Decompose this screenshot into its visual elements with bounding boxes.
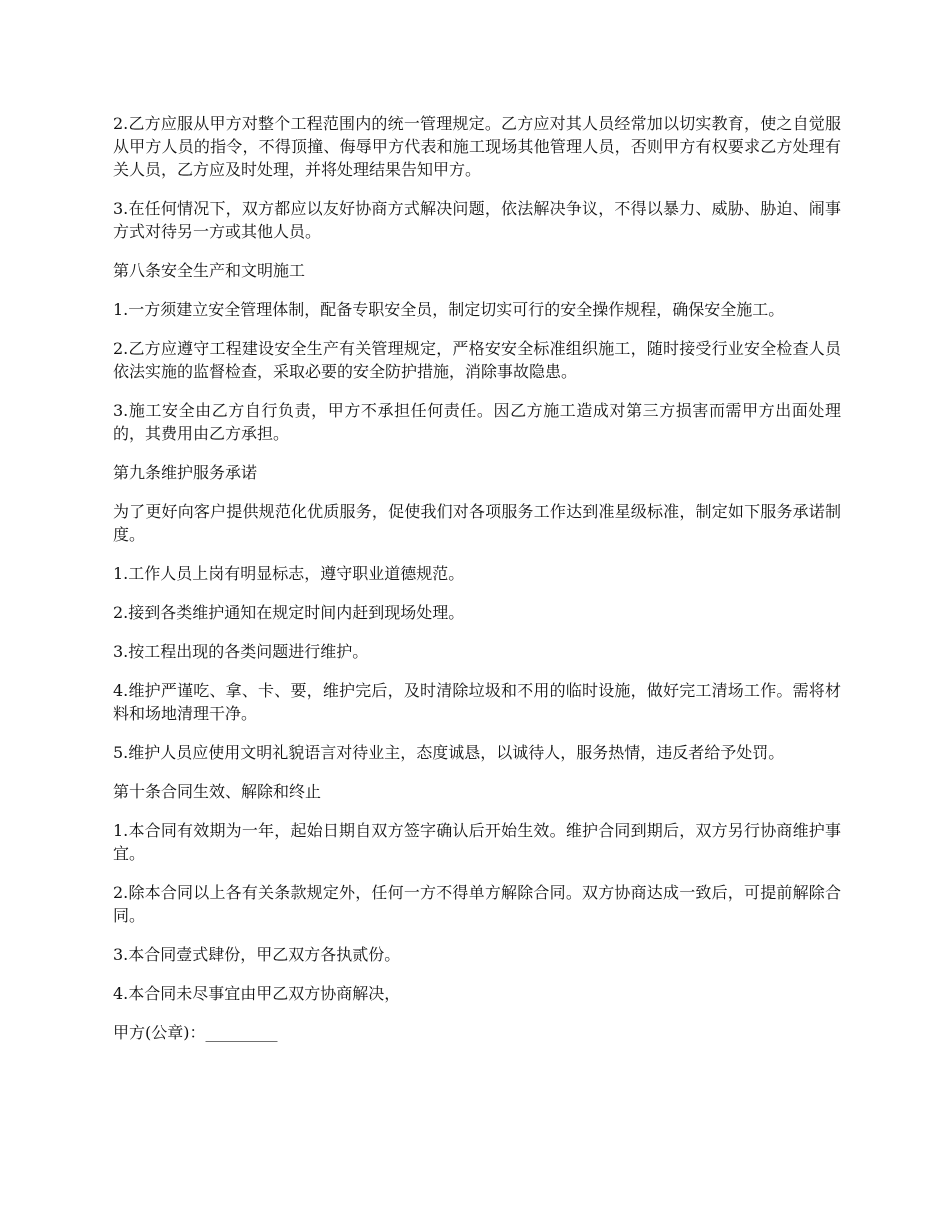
clause-paragraph: 4.维护严谨吃、拿、卡、要，维护完后，及时清除垃圾和不用的临时设施，做好完工清场工作。需将材料和场地清理干净。 (113, 681, 841, 723)
clause-paragraph: 1.本合同有效期为一年，起始日期自双方签字确认后开始生效。维护合同到期后，双方另行协商维护事宜。 (113, 821, 841, 863)
clause-paragraph: 5.维护人员应使用文明礼貌语言对待业主，态度诚恳，以诚待人，服务热情，违反者给予处罚。 (113, 743, 785, 762)
section-heading: 第十条合同生效、解除和终止 (113, 782, 322, 801)
clause-paragraph: 3.按工程出现的各类问题进行维护。 (113, 642, 369, 661)
party-a-signature-line: 甲方(公章)：_________ (113, 1023, 278, 1042)
clause-paragraph: 2.除本合同以上各有关条款规定外，任何一方不得单方解除合同。双方协商达成一致后，可提前解除合同。 (113, 883, 841, 925)
clause-paragraph: 3.施工安全由乙方自行负责，甲方不承担任何责任。因乙方施工造成对第三方损害而需甲方出面处理的，其费用由乙方承担。 (113, 401, 841, 443)
clause-paragraph: 2.乙方应服从甲方对整个工程范围内的统一管理规定。乙方应对其人员经常加以切实教育，使之自觉服从甲方人员的指令，不得顶撞、侮辱甲方代表和施工现场其他管理人员，否则甲方有权要求乙方处理有关人员，乙方应及时处理，并将处理结果告知甲方。 (113, 114, 841, 179)
section-heading: 第九条维护服务承诺 (113, 463, 258, 482)
intro-paragraph: 为了更好向客户提供规范化优质服务，促使我们对各项服务工作达到准星级标准，制定如下服务承诺制度。 (113, 502, 841, 544)
clause-paragraph: 1.工作人员上岗有明显标志，遵守职业道德规范。 (113, 564, 465, 583)
clause-paragraph: 2.乙方应遵守工程建设安全生产有关管理规定，严格安安全标准组织施工，随时接受行业安全检查人员依法实施的监督检查，采取必要的安全防护措施，消除事故隐患。 (113, 339, 841, 381)
clause-paragraph: 4.本合同未尽事宜由甲乙双方协商解决， (113, 984, 401, 1003)
clause-paragraph: 2.接到各类维护通知在规定时间内赶到现场处理。 (113, 603, 465, 622)
clause-paragraph: 3.在任何情况下，双方都应以友好协商方式解决问题，依法解决争议，不得以暴力、威胁、胁迫、闹事方式对待另一方或其他人员。 (113, 199, 841, 241)
clause-paragraph: 3.本合同壹式肆份，甲乙双方各执贰份。 (113, 945, 401, 964)
clause-paragraph: 1.一方须建立安全管理体制，配备专职安全员，制定切实可行的安全操作规程，确保安全施工。 (113, 300, 785, 319)
document-page (113, 112, 841, 1044)
section-heading: 第八条安全生产和文明施工 (113, 261, 306, 280)
